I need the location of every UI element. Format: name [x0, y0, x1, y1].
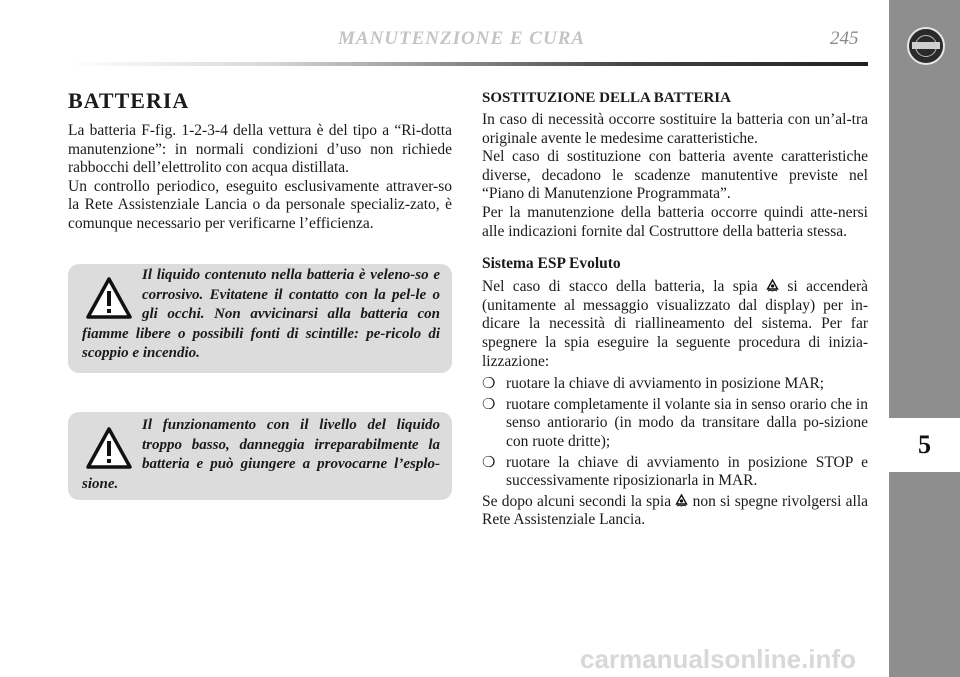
section-title: MANUTENZIONE E CURA [338, 28, 586, 49]
list-item [482, 454, 868, 491]
chapter-number: 5 [889, 418, 960, 472]
list-item [482, 375, 868, 394]
warning-box-poison [68, 264, 452, 373]
warning-triangle-icon [86, 276, 132, 320]
step-text: ruotare la chiave di avviamento in posizione MAR; [506, 375, 825, 393]
esp-warning-lamp-icon [766, 279, 779, 292]
header-rule [68, 62, 868, 66]
bullet-icon: ❍ [482, 454, 496, 471]
step-text: ruotare la chiave di avviamento in posizione STOP e successivamente riposizionarla in MAR. [506, 453, 868, 490]
logo-band [912, 42, 940, 49]
warning-triangle-icon [86, 426, 132, 470]
replacement-title: SOSTITUZIONE DELLA BATTERIA [482, 90, 731, 106]
chapter-sidebar [889, 0, 960, 677]
battery-intro-2: Un controllo periodico, eseguito esclusivamente attraver-so la Rete Assistenziale Lancia o da personale specializ-zato, è comunque necessario per verificarne l’efficienza. [68, 177, 452, 232]
warning-text-level: Il funzionamento con il livello del liquido troppo basso, danneggia irreparabilmente la batteria e può giungere a provocarne l’esplo-sione. [82, 417, 440, 492]
left-column [68, 88, 452, 234]
bullet-icon: ❍ [482, 376, 496, 393]
watermark: carmanualsonline.info [580, 644, 856, 674]
replacement-p3: Per la manutenzione della batteria occorre quindi atte-nersi alle indicazioni fornite dal Costruttore della batteria stessa. [482, 203, 868, 240]
warning-text-poison: Il liquido contenuto nella batteria è veleno-so e corrosivo. Evitatene il contatto con la pel-le o gli occhi. Non avvicinarsi alla batteria con fiamme libere o possibili fonti di scintille: pe-ricolo di scoppio e incendio. [82, 267, 440, 361]
replacement-p1: In caso di necessità occorre sostituire la batteria con un’al-tra originale avente le medesime caratteristiche. [482, 111, 868, 147]
closing-text-b: non si spegne rivolgersi alla Rete Assistenziale Lancia. [482, 492, 869, 529]
esp-warning-lamp-icon [675, 494, 688, 507]
replacement-p2: Nel caso di sostituzione con batteria avente caratteristiche diverse, decadono le scadenze manutentive previste nel “Piano di Manutenzione Programmata”. [482, 148, 868, 203]
esp-paragraph [482, 278, 868, 371]
procedure-list [482, 375, 868, 491]
closing-text-a: Se dopo alcuni secondi la spia [482, 492, 672, 510]
lancia-logo [907, 27, 945, 65]
warning-box-level [68, 412, 452, 500]
right-column [482, 90, 868, 530]
step-text: ruotare completamente il volante sia in senso orario che in senso antiorario (in modo da transitare dalla po-sizione con ruote dritte); [506, 395, 868, 450]
esp-title: Sistema ESP Evoluto [482, 255, 621, 273]
esp-text-b: si accenderà (unitamente al messaggio visualizzato dal display) per in-dicare la necessità di riallineamento del sistema. Per far spegnere la spia eseguire la seguente procedura di inizia-lizzazione: [482, 278, 869, 370]
closing-paragraph [482, 493, 868, 530]
bullet-icon: ❍ [482, 396, 496, 413]
list-item [482, 396, 868, 452]
battery-intro: La batteria F-fig. 1-2-3-4 della vettura è del tipo a “Ri-dotta manutenzione”: in normali condizioni d’uso non richiede rabbocchi dell’elettrolito con acqua distillata. [68, 122, 452, 177]
page-number: 245 [830, 28, 859, 49]
battery-title: BATTERIA [68, 88, 190, 113]
esp-text-a: Nel caso di stacco della batteria, la spia [482, 278, 758, 296]
